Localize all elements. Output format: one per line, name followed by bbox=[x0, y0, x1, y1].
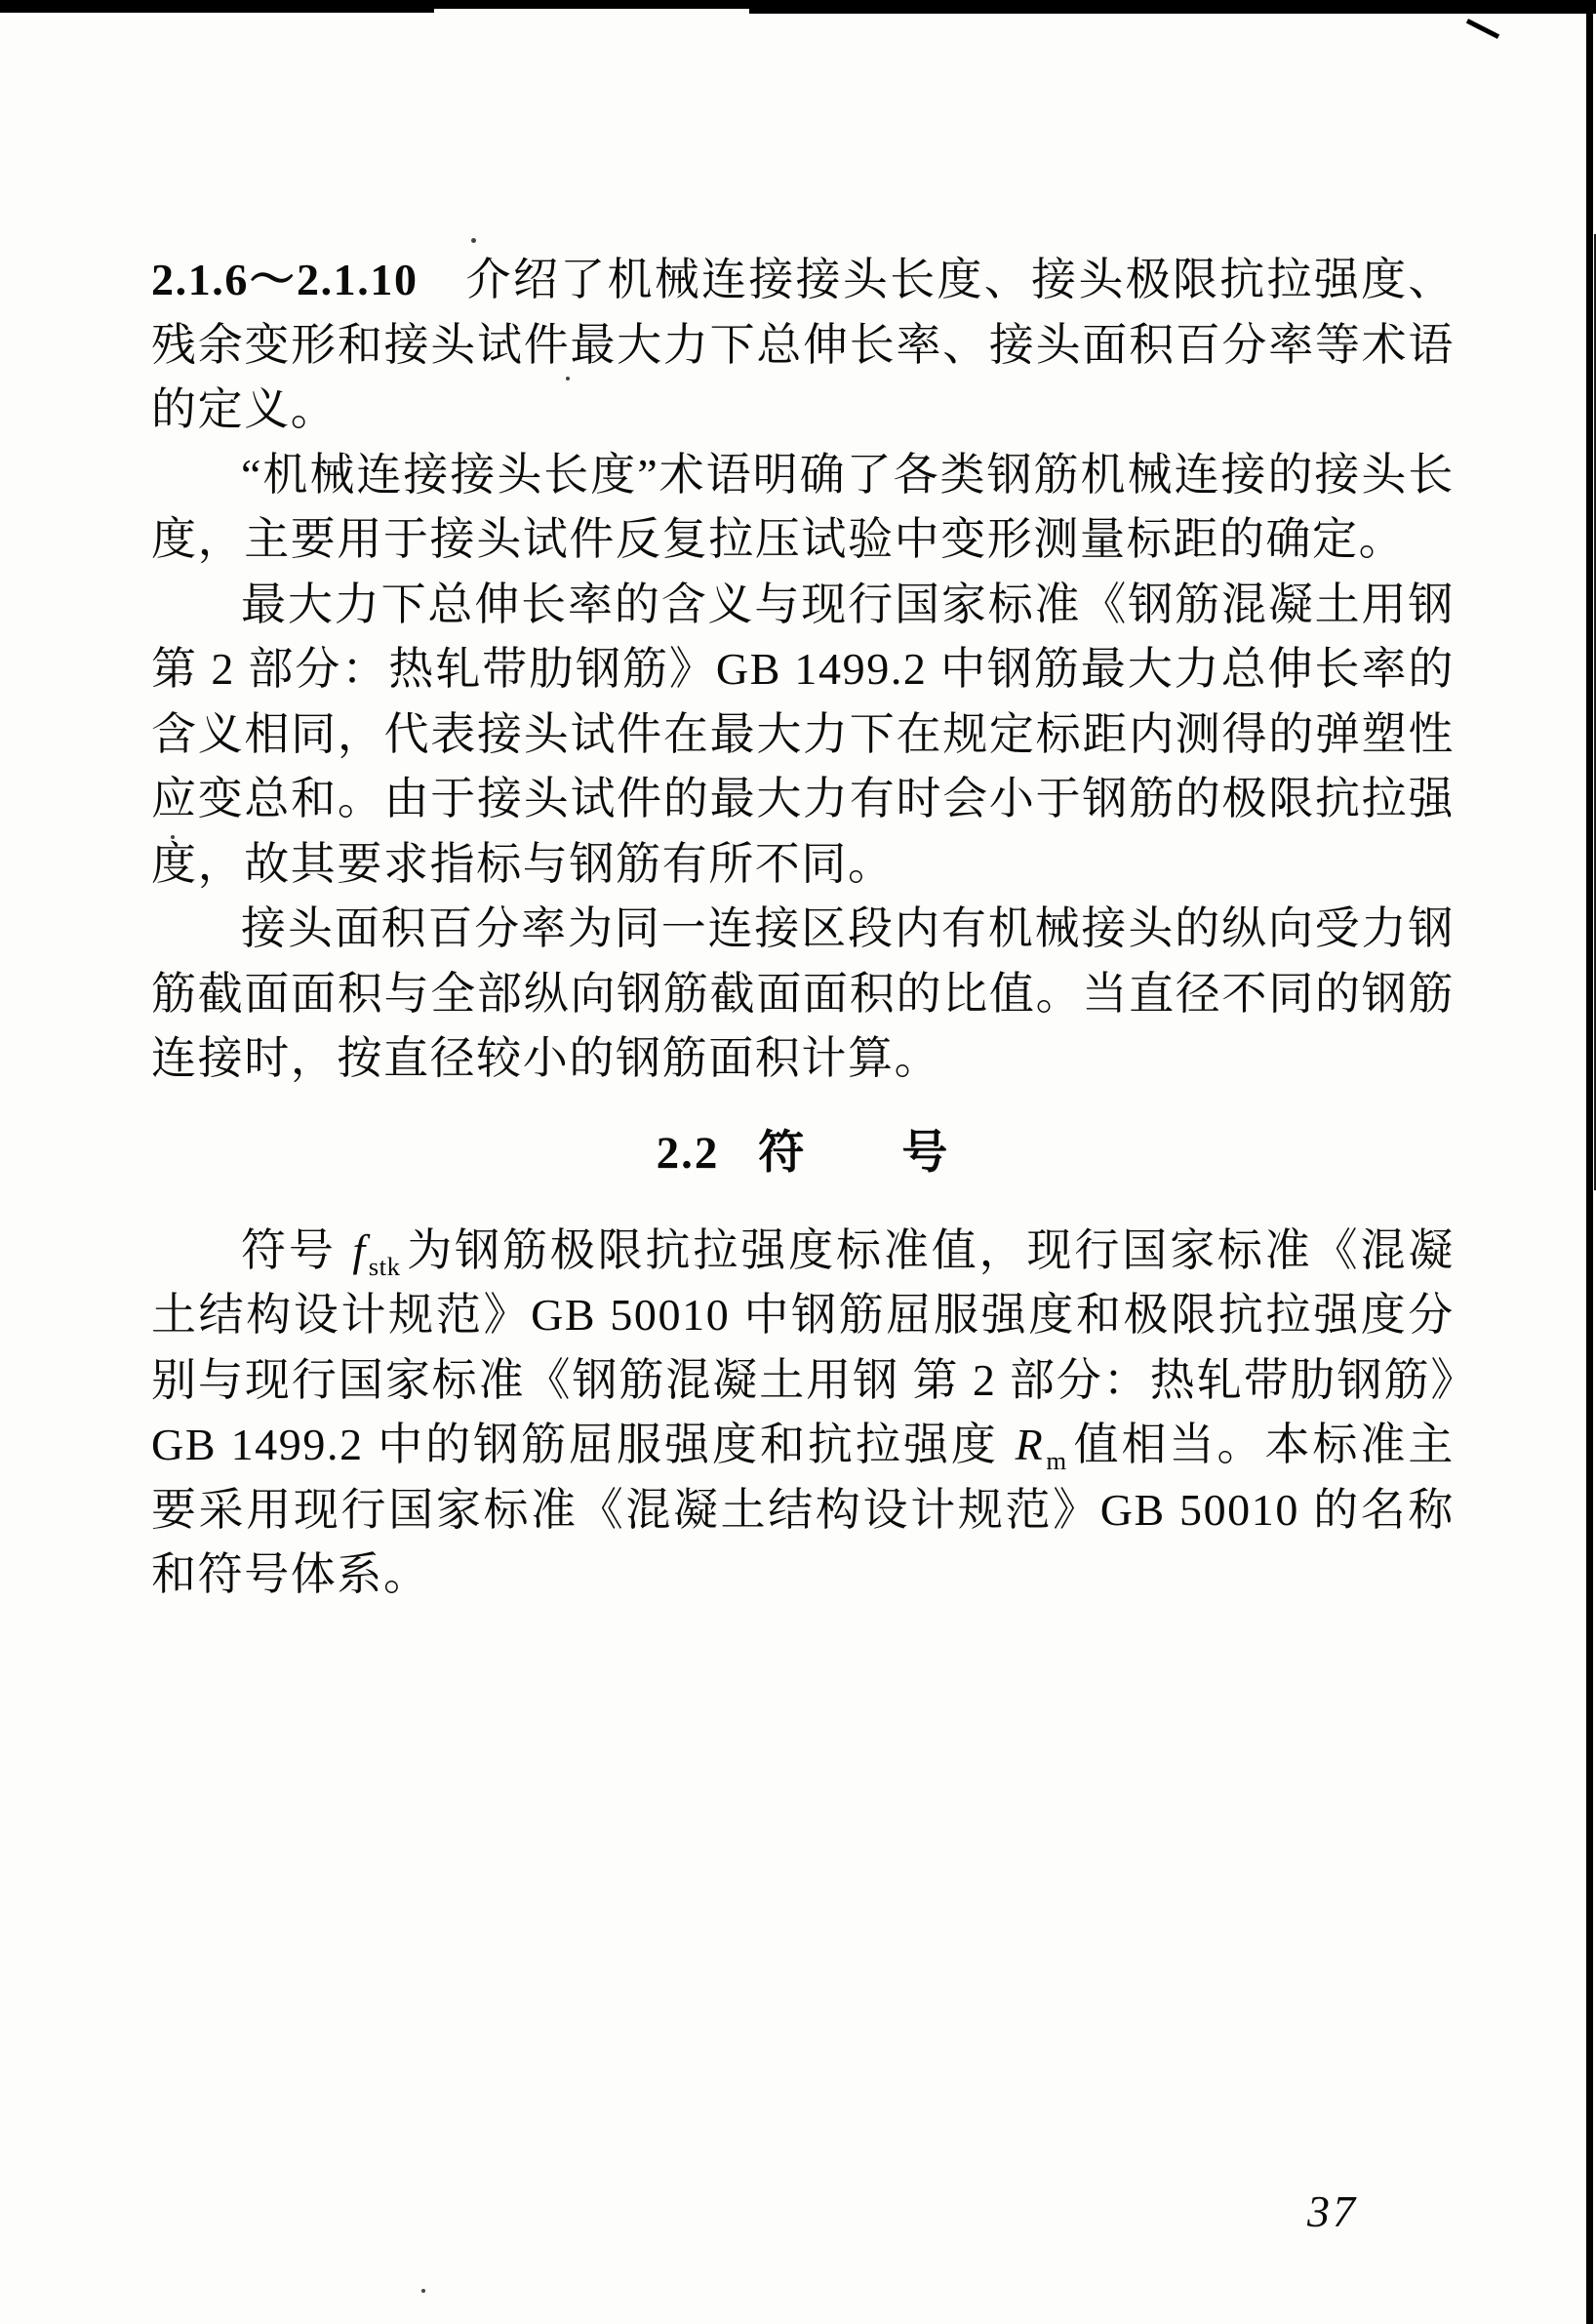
paragraph bbox=[151, 443, 1455, 573]
paragraph bbox=[151, 1219, 1455, 1608]
clause-range: 2.1.6～2.1.10 bbox=[151, 255, 419, 304]
math-symbol: $f_{stk}$ bbox=[352, 1224, 401, 1281]
paragraph bbox=[151, 248, 1455, 443]
text-run: 介绍了机械连接接头长度、接头极限抗拉强度、残余变形和接头试件最大力下总伸长率、接头面积百分率等术语的定义。 bbox=[151, 255, 1456, 434]
scan-speck bbox=[471, 238, 476, 243]
text-run: 最大力下总伸长率的含义与现行国家标准《钢筋混凝土用钢 第 2 部分：热轧带肋钢筋》GB 1499.2 中钢筋最大力总伸长率的含义相同，代表接头试件在最大力下在规定标距内测得的弹塑性应变总和。由于接头试件的最大力有时会小于钢筋的极限抗拉强度，故其要求指标与钢筋有所不同。 bbox=[151, 579, 1455, 889]
scan-artifact-right-edge bbox=[1586, 14, 1593, 2324]
text-run: “机械连接接头长度”术语明确了各类钢筋机械连接的接头长度，主要用于接头试件反复拉压试验中变形测量标距的确定。 bbox=[151, 449, 1455, 564]
text-run: 符号 bbox=[241, 1224, 351, 1275]
page-number: 37 bbox=[1307, 2186, 1358, 2236]
section-number: 2.2 bbox=[656, 1127, 720, 1179]
text-run: 为钢筋极限抗拉强度标准值，现行国家标准《混凝土结构设计规范》GB 50010 中钢筋屈服强度和极限抗拉强度分别与现行国家标准《钢筋混凝土用钢 第 2 部分：热轧带肋钢筋》GB 1499.2 中的钢筋屈服强度和抗拉强度 bbox=[151, 1224, 1455, 1469]
scan-artifact-tick bbox=[1466, 19, 1499, 39]
scan-speck bbox=[421, 2289, 425, 2293]
document-body bbox=[151, 248, 1455, 1608]
scan-artifact-top-right bbox=[749, 0, 1596, 14]
section-title: 符 号 bbox=[758, 1127, 950, 1179]
text-run: 接头面积百分率为同一连接区段内有机械接头的纵向受力钢筋截面面积与全部纵向钢筋截面面积的比值。当直径不同的钢筋连接时，按直径较小的钢筋面积计算。 bbox=[151, 903, 1455, 1083]
text-run: 值相当。本标准主要采用现行国家标准《混凝土结构设计规范》GB 50010 的名称和符号体系。 bbox=[151, 1420, 1455, 1599]
section-heading bbox=[151, 1121, 1455, 1185]
math-symbol: $R_m$ bbox=[1015, 1420, 1067, 1476]
paragraph bbox=[151, 897, 1455, 1092]
scan-artifact-top-left bbox=[0, 0, 434, 13]
paragraph bbox=[151, 573, 1455, 898]
